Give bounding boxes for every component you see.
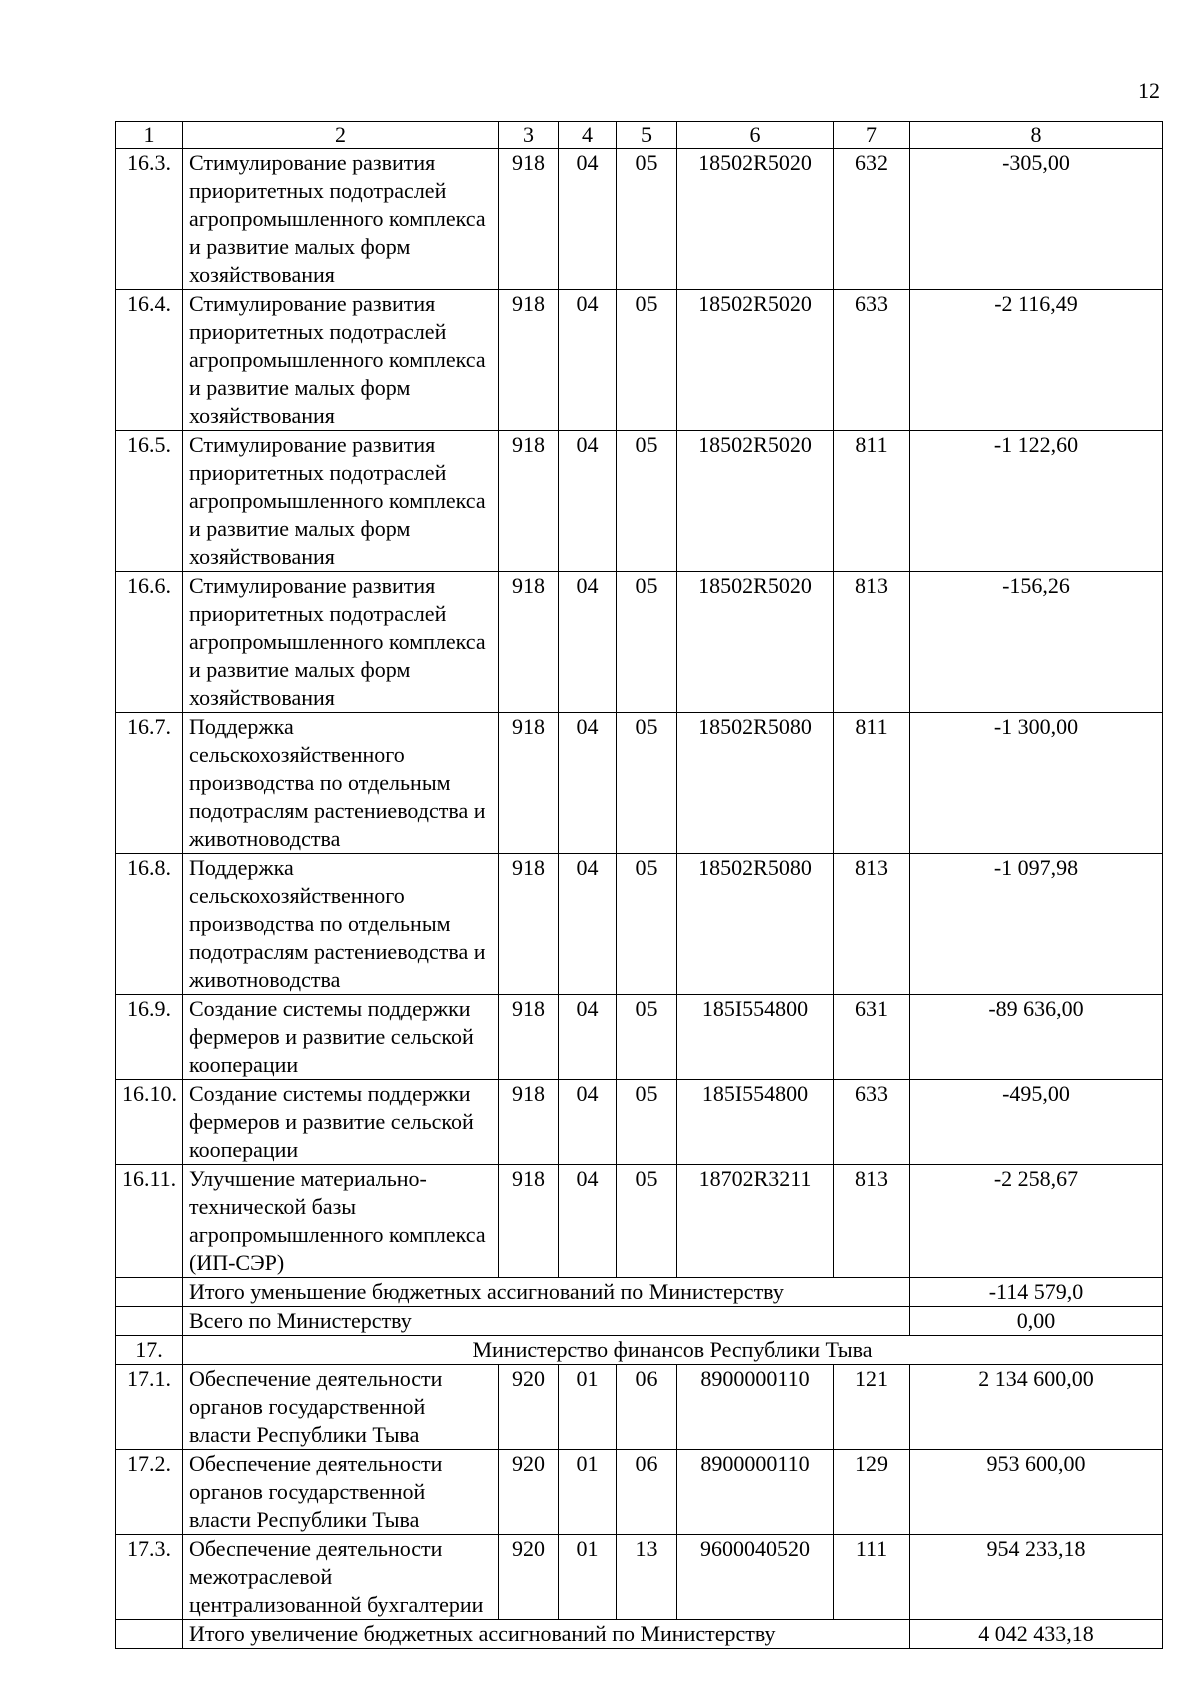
table-row [116,149,1163,290]
column-7-cell: 813 [834,1165,910,1278]
column-4-cell: 04 [559,995,617,1080]
section-row [116,1336,1163,1365]
row-number: 16.7. [116,713,183,854]
row-name: Стимулирование развития приоритетных подотраслей агропромышленного комплекса и развитие малых форм хозяйствования [183,572,499,713]
column-4-cell: 04 [559,1165,617,1278]
amount-cell: 2 134 600,00 [910,1365,1163,1450]
column-3-cell: 918 [499,290,559,431]
budget-table [115,121,1163,1649]
table-row [116,1080,1163,1165]
total-row [116,1620,1163,1649]
column-3-cell: 918 [499,149,559,290]
column-7-cell: 631 [834,995,910,1080]
column-4-cell: 04 [559,1080,617,1165]
column-6-cell: 9600040520 [677,1535,834,1620]
column-6-cell: 18502R5020 [677,572,834,713]
row-number: 16.11. [116,1165,183,1278]
column-7-cell: 811 [834,431,910,572]
column-3-cell: 918 [499,1080,559,1165]
column-7-cell: 633 [834,290,910,431]
header-cell: 5 [617,122,677,149]
row-name: Стимулирование развития приоритетных подотраслей агропромышленного комплекса и развитие малых форм хозяйствования [183,290,499,431]
table-row [116,1365,1163,1450]
header-cell: 2 [183,122,499,149]
column-5-cell: 05 [617,995,677,1080]
table-row [116,572,1163,713]
empty-cell [116,1278,183,1307]
column-6-cell: 185I554800 [677,995,834,1080]
header-cell: 4 [559,122,617,149]
column-5-cell: 05 [617,854,677,995]
table-row [116,1165,1163,1278]
table-row [116,713,1163,854]
row-number: 16.6. [116,572,183,713]
total-label: Итого увеличение бюджетных ассигнований по Министерству [183,1620,910,1649]
column-7-cell: 813 [834,854,910,995]
column-6-cell: 18502R5020 [677,149,834,290]
amount-cell: 954 233,18 [910,1535,1163,1620]
column-6-cell: 18502R5080 [677,713,834,854]
row-number: 16.5. [116,431,183,572]
column-7-cell: 813 [834,572,910,713]
page-number: 12 [1138,78,1160,103]
total-label: Итого уменьшение бюджетных ассигнований по Министерству [183,1278,910,1307]
amount-cell: -89 636,00 [910,995,1163,1080]
total-row [116,1307,1163,1336]
column-7-cell: 129 [834,1450,910,1535]
column-3-cell: 918 [499,995,559,1080]
column-4-cell: 04 [559,431,617,572]
column-4-cell: 01 [559,1365,617,1450]
table-row [116,854,1163,995]
header-cell: 1 [116,122,183,149]
table-row [116,1450,1163,1535]
row-name: Поддержка сельскохозяйственного производства по отдельным подотраслям растениеводства и животноводства [183,713,499,854]
column-5-cell: 13 [617,1535,677,1620]
column-6-cell: 185I554800 [677,1080,834,1165]
column-5-cell: 05 [617,149,677,290]
row-name: Обеспечение деятельности межотраслевой централизованной бухгалтерии [183,1535,499,1620]
row-name: Стимулирование развития приоритетных подотраслей агропромышленного комплекса и развитие малых форм хозяйствования [183,431,499,572]
row-number: 16.8. [116,854,183,995]
table-row [116,431,1163,572]
header-row [116,122,1163,149]
header-cell: 8 [910,122,1163,149]
column-6-cell: 8900000110 [677,1365,834,1450]
total-label: Всего по Министерству [183,1307,910,1336]
column-3-cell: 918 [499,1165,559,1278]
section-number: 17. [116,1336,183,1365]
column-4-cell: 04 [559,149,617,290]
column-4-cell: 01 [559,1450,617,1535]
column-4-cell: 04 [559,854,617,995]
header-cell: 7 [834,122,910,149]
row-name: Создание системы поддержки фермеров и развитие сельской кооперации [183,995,499,1080]
row-name: Обеспечение деятельности органов государственной власти Республики Тыва [183,1365,499,1450]
column-4-cell: 01 [559,1535,617,1620]
column-7-cell: 632 [834,149,910,290]
column-6-cell: 18702R3211 [677,1165,834,1278]
row-name: Стимулирование развития приоритетных подотраслей агропромышленного комплекса и развитие малых форм хозяйствования [183,149,499,290]
amount-cell: -1 097,98 [910,854,1163,995]
column-6-cell: 18502R5080 [677,854,834,995]
amount-cell: -156,26 [910,572,1163,713]
header-cell: 6 [677,122,834,149]
total-amount: -114 579,0 [910,1278,1163,1307]
empty-cell [116,1620,183,1649]
column-3-cell: 918 [499,713,559,854]
row-name: Поддержка сельскохозяйственного производства по отдельным подотраслям растениеводства и животноводства [183,854,499,995]
column-4-cell: 04 [559,290,617,431]
column-3-cell: 920 [499,1535,559,1620]
amount-cell: 953 600,00 [910,1450,1163,1535]
column-5-cell: 06 [617,1365,677,1450]
amount-cell: -2 116,49 [910,290,1163,431]
table-row [116,1535,1163,1620]
table-row [116,995,1163,1080]
column-7-cell: 111 [834,1535,910,1620]
column-5-cell: 05 [617,1165,677,1278]
amount-cell: -1 300,00 [910,713,1163,854]
row-number: 17.3. [116,1535,183,1620]
empty-cell [116,1307,183,1336]
total-amount: 4 042 433,18 [910,1620,1163,1649]
row-name: Улучшение материально-технической базы агропромышленного комплекса (ИП-СЭР) [183,1165,499,1278]
column-3-cell: 920 [499,1450,559,1535]
row-number: 16.10. [116,1080,183,1165]
column-3-cell: 920 [499,1365,559,1450]
column-5-cell: 05 [617,431,677,572]
column-5-cell: 05 [617,713,677,854]
row-number: 17.1. [116,1365,183,1450]
section-title: Министерство финансов Республики Тыва [183,1336,1163,1365]
column-3-cell: 918 [499,572,559,713]
row-number: 16.9. [116,995,183,1080]
row-name: Создание системы поддержки фермеров и развитие сельской кооперации [183,1080,499,1165]
amount-cell: -1 122,60 [910,431,1163,572]
column-5-cell: 05 [617,1080,677,1165]
column-5-cell: 05 [617,290,677,431]
column-3-cell: 918 [499,431,559,572]
column-7-cell: 633 [834,1080,910,1165]
column-7-cell: 121 [834,1365,910,1450]
column-6-cell: 18502R5020 [677,431,834,572]
column-6-cell: 8900000110 [677,1450,834,1535]
row-number: 16.4. [116,290,183,431]
column-5-cell: 06 [617,1450,677,1535]
column-4-cell: 04 [559,713,617,854]
row-name: Обеспечение деятельности органов государственной власти Республики Тыва [183,1450,499,1535]
column-6-cell: 18502R5020 [677,290,834,431]
amount-cell: -2 258,67 [910,1165,1163,1278]
total-amount: 0,00 [910,1307,1163,1336]
row-number: 16.3. [116,149,183,290]
column-5-cell: 05 [617,572,677,713]
table-row [116,290,1163,431]
total-row [116,1278,1163,1307]
header-cell: 3 [499,122,559,149]
amount-cell: -495,00 [910,1080,1163,1165]
row-number: 17.2. [116,1450,183,1535]
column-4-cell: 04 [559,572,617,713]
column-3-cell: 918 [499,854,559,995]
column-7-cell: 811 [834,713,910,854]
amount-cell: -305,00 [910,149,1163,290]
